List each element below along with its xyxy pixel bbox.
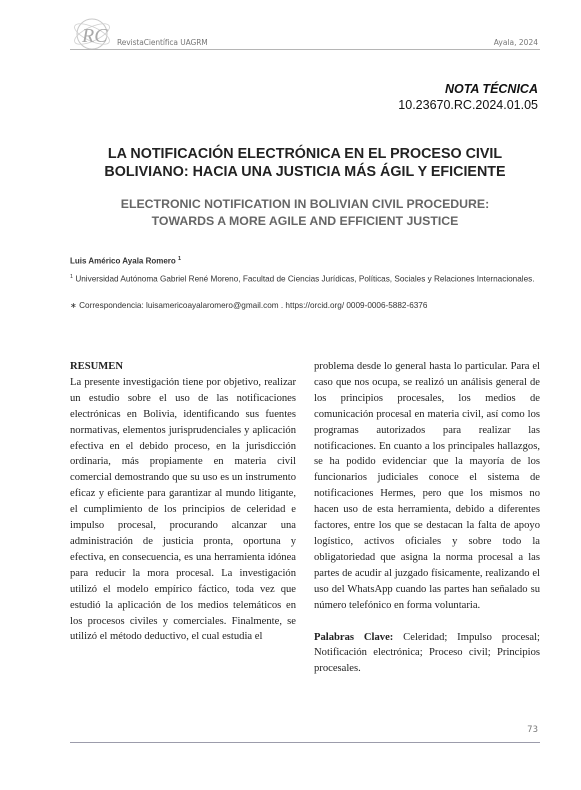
affiliation-text: Universidad Autónoma Gabriel René Moreno, Facultad de Ciencias Jurídicas, Políticas, Sociales y Relaciones Internacionales. bbox=[75, 274, 535, 284]
abstract-text-right: problema desde lo general hasta lo particular. Para el caso que nos ocupa, se realizó un análisis general de los principios procesales, los medios de comunicación procesal en materia civil, así como los programas autorizados para realizar las notificaciones. En cuanto a los principales hallazgos, se ha podido evidenciar que la mayoría de los funcionarios judiciales conoce el sistema de notificaciones Hermes, pero que los mismos no hacen uso de esta herramienta, debido a diferentes factores, entre los que se destacan la falta de apoyo logístico, activos oficiales y sobre todo la obligatoriedad que asigna la norma procesal a las partes de acudir al juzgado físicamente, realizando el uso del WhatsApp cuando las partes han señalado su número telefónico en forma voluntaria. bbox=[314, 361, 540, 611]
title-spanish-line-1: LA NOTIFICACIÓN ELECTRÓNICA EN EL PROCESO CIVIL bbox=[107, 146, 503, 162]
title-english-line-1: ELECTRONIC NOTIFICATION IN BOLIVIAN CIVIL PROCEDURE: bbox=[120, 197, 490, 211]
title-english-line-2: TOWARDS A MORE AGILE AND EFFICIENT JUSTICE bbox=[151, 214, 459, 228]
title-english bbox=[70, 196, 540, 230]
author-name bbox=[70, 256, 181, 266]
affiliation bbox=[70, 272, 540, 285]
author-affiliation-mark: 1 bbox=[178, 256, 182, 262]
keywords-label: Palabras Clave: bbox=[314, 631, 394, 643]
title-spanish-line-2: BOLIVIANO: HACIA UNA JUSTICIA MÁS ÁGIL Y EFICIENTE bbox=[104, 164, 506, 180]
journal-name: RevistaCientífica UAGRM bbox=[117, 38, 208, 47]
keywords bbox=[314, 630, 540, 678]
header-divider bbox=[70, 49, 540, 50]
abstract-right-column bbox=[314, 359, 540, 677]
author-name-text: Luis Américo Ayala Romero bbox=[70, 256, 176, 266]
journal-logo bbox=[70, 14, 114, 54]
running-author-year: Ayala, 2024 bbox=[493, 38, 538, 47]
title-spanish bbox=[70, 145, 540, 181]
note-type: NOTA TÉCNICA bbox=[444, 82, 538, 96]
doi[interactable]: 10.23670.RC.2024.01.05 bbox=[398, 98, 538, 112]
abstract-left-column bbox=[70, 359, 296, 645]
page-number: 73 bbox=[527, 725, 538, 735]
abstract-heading: RESUMEN bbox=[70, 361, 123, 372]
correspondence[interactable]: ∗ Correspondencia: luisamericoayalaromero@gmail.com . https://orcid.org/ 0009-0006-5882-6376 bbox=[70, 301, 428, 310]
affiliation-mark: 1 bbox=[70, 274, 74, 280]
svg-text:RC: RC bbox=[82, 25, 108, 47]
keywords-list: Celeridad; Impulso procesal; Notificación electrónica; Proceso civil; Principios procesales. bbox=[314, 631, 540, 675]
abstract-text-left: La presente investigación tiene por objetivo, realizar un estudio sobre el uso de las notificaciones electrónicas en Bolivia, identificando sus fuentes normativas, elementos jurisprudenciales y aplicación efectiva en el debido proceso, en la jurisdicción ordinaria, más propiamente en materia civil comercial demostrando que su uso es un instrumento eficaz y eficiente para garantizar al mundo litigante, el cumplimiento de los principios de celeridad e impulso procesal, procurando alcanzar una administración de justicia pronta, oportuna y efectiva, en consecuencia, es una herramienta idónea para reducir la mora procesal. La investigación utilizó el modelo empírico fáctico, toda vez que estudió la aplicación de los medios telemáticos en los procesos civiles y comerciales. Finalmente, se utilizó el método deductivo, el cual estudia el bbox=[70, 376, 296, 643]
footer-divider bbox=[70, 742, 540, 743]
